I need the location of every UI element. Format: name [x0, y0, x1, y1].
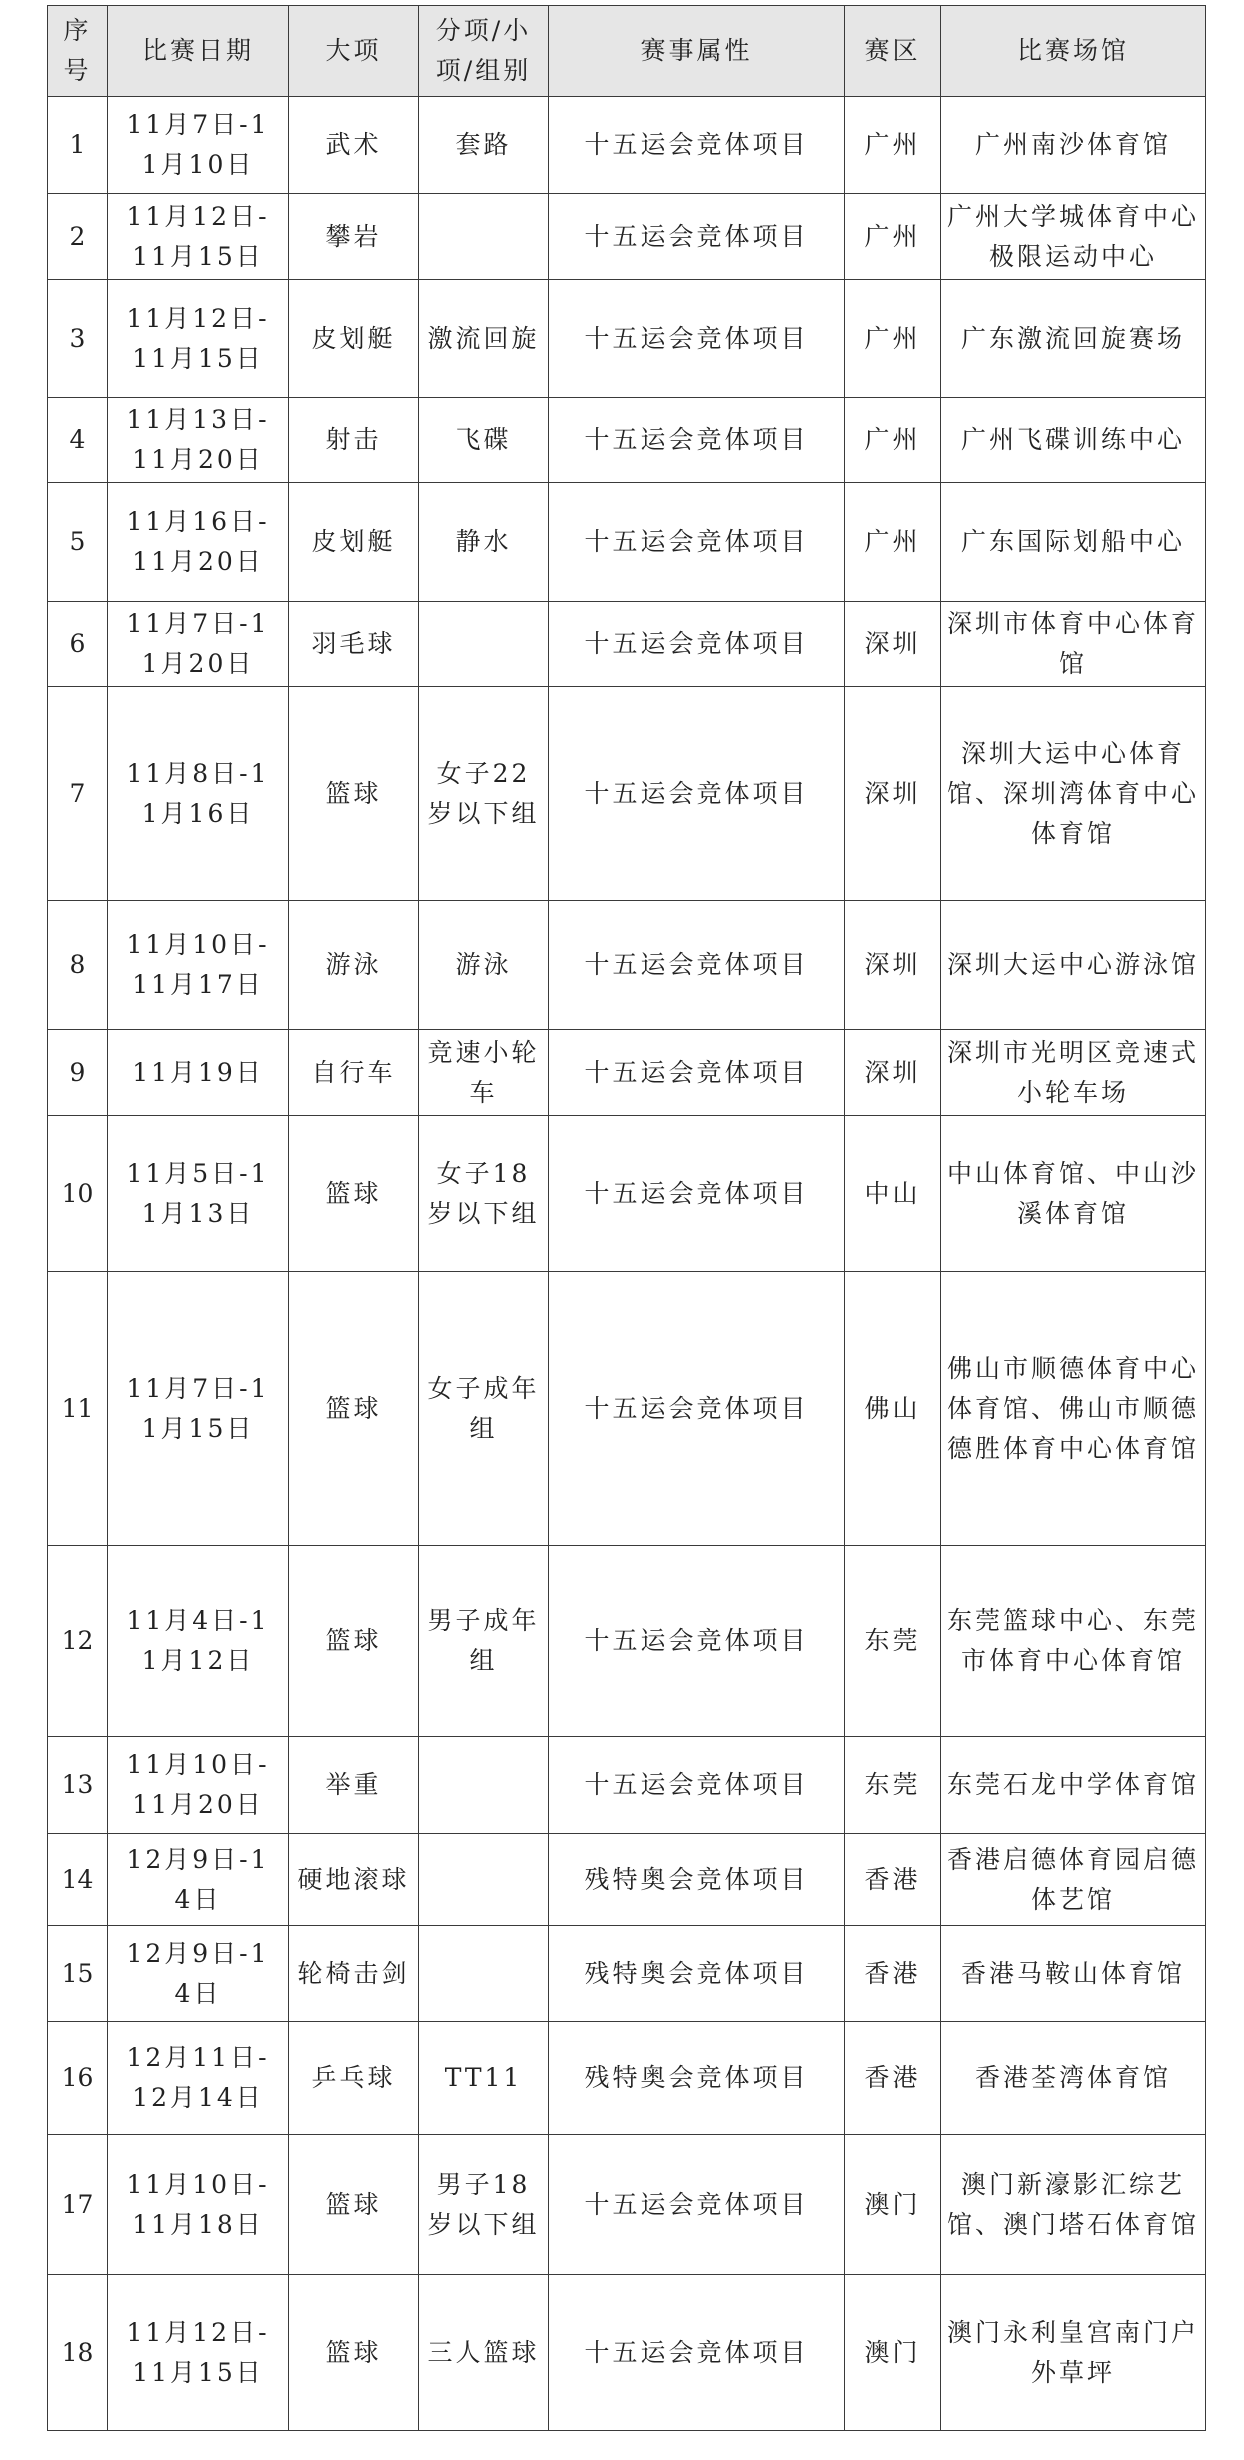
table-row [48, 901, 1206, 1030]
cell-venue: 佛山市顺德体育中心体育馆、佛山市顺德德胜体育中心体育馆 [941, 1272, 1206, 1546]
table-row [48, 398, 1206, 483]
cell-sub: 三人篮球 [419, 2275, 549, 2431]
cell-event: 皮划艇 [289, 483, 419, 602]
cell-venue: 广州飞碟训练中心 [941, 398, 1206, 483]
table-row [48, 687, 1206, 901]
cell-attr: 十五运会竞体项目 [549, 483, 845, 602]
cell-zone: 深圳 [845, 901, 941, 1030]
cell-event: 攀岩 [289, 194, 419, 280]
cell-zone: 澳门 [845, 2275, 941, 2431]
cell-sub: TT11 [419, 2022, 549, 2135]
table-row [48, 1116, 1206, 1272]
cell-sub [419, 1737, 549, 1834]
cell-date: 11月12日-11月15日 [108, 2275, 289, 2431]
cell-zone: 香港 [845, 1834, 941, 1926]
cell-attr: 十五运会竞体项目 [549, 280, 845, 398]
cell-event: 篮球 [289, 1546, 419, 1737]
cell-event: 举重 [289, 1737, 419, 1834]
cell-no: 15 [48, 1926, 108, 2022]
watermark-bar [520, 2432, 720, 2448]
table-row [48, 1546, 1206, 1737]
cell-event: 篮球 [289, 1116, 419, 1272]
cell-date: 11月7日-11月15日 [108, 1272, 289, 1546]
cell-no: 13 [48, 1737, 108, 1834]
cell-attr: 十五运会竞体项目 [549, 194, 845, 280]
cell-attr: 十五运会竞体项目 [549, 1030, 845, 1116]
cell-attr: 十五运会竞体项目 [549, 1546, 845, 1737]
cell-zone: 东莞 [845, 1546, 941, 1737]
cell-sub: 静水 [419, 483, 549, 602]
schedule-table [47, 5, 1206, 2431]
cell-event: 硬地滚球 [289, 1834, 419, 1926]
table-row [48, 2275, 1206, 2431]
cell-no: 16 [48, 2022, 108, 2135]
cell-no: 8 [48, 901, 108, 1030]
cell-venue: 东莞石龙中学体育馆 [941, 1737, 1206, 1834]
table-row [48, 602, 1206, 687]
cell-event: 轮椅击剑 [289, 1926, 419, 2022]
cell-sub: 飞碟 [419, 398, 549, 483]
cell-venue: 广州大学城体育中心极限运动中心 [941, 194, 1206, 280]
cell-date: 11月10日-11月18日 [108, 2135, 289, 2275]
cell-sub [419, 194, 549, 280]
cell-venue: 香港马鞍山体育馆 [941, 1926, 1206, 2022]
cell-venue: 深圳市体育中心体育馆 [941, 602, 1206, 687]
cell-no: 9 [48, 1030, 108, 1116]
cell-no: 1 [48, 97, 108, 194]
table-row [48, 2135, 1206, 2275]
cell-attr: 残特奥会竞体项目 [549, 2022, 845, 2135]
table-body [48, 97, 1206, 2431]
cell-attr: 十五运会竞体项目 [549, 97, 845, 194]
table-row [48, 1926, 1206, 2022]
table-row [48, 2022, 1206, 2135]
table-row [48, 483, 1206, 602]
cell-sub: 竞速小轮车 [419, 1030, 549, 1116]
header-row [48, 6, 1206, 97]
cell-date: 12月9日-14日 [108, 1926, 289, 2022]
cell-venue: 广东激流回旋赛场 [941, 280, 1206, 398]
cell-attr: 十五运会竞体项目 [549, 687, 845, 901]
schedule-sheet [47, 5, 1205, 2431]
cell-event: 皮划艇 [289, 280, 419, 398]
cell-event: 羽毛球 [289, 602, 419, 687]
cell-venue: 香港启德体育园启德体艺馆 [941, 1834, 1206, 1926]
cell-zone: 佛山 [845, 1272, 941, 1546]
header-event: 大项 [289, 6, 419, 97]
cell-venue: 澳门永利皇宫南门户外草坪 [941, 2275, 1206, 2431]
cell-zone: 深圳 [845, 1030, 941, 1116]
cell-date: 11月7日-11月10日 [108, 97, 289, 194]
cell-event: 乒乓球 [289, 2022, 419, 2135]
cell-attr: 十五运会竞体项目 [549, 398, 845, 483]
cell-date: 11月10日-11月17日 [108, 901, 289, 1030]
header-no: 序号 [48, 6, 108, 97]
table-header [48, 6, 1206, 97]
table-row [48, 1737, 1206, 1834]
cell-no: 14 [48, 1834, 108, 1926]
cell-date: 11月12日-11月15日 [108, 280, 289, 398]
cell-no: 11 [48, 1272, 108, 1546]
cell-zone: 广州 [845, 97, 941, 194]
cell-event: 篮球 [289, 687, 419, 901]
cell-venue: 中山体育馆、中山沙溪体育馆 [941, 1116, 1206, 1272]
cell-no: 4 [48, 398, 108, 483]
cell-date: 11月19日 [108, 1030, 289, 1116]
cell-sub: 女子成年组 [419, 1272, 549, 1546]
cell-sub: 男子18岁以下组 [419, 2135, 549, 2275]
cell-sub: 女子18岁以下组 [419, 1116, 549, 1272]
cell-zone: 广州 [845, 194, 941, 280]
cell-event: 武术 [289, 97, 419, 194]
cell-event: 篮球 [289, 2135, 419, 2275]
cell-no: 6 [48, 602, 108, 687]
header-sub: 分项/小项/组别 [419, 6, 549, 97]
cell-no: 10 [48, 1116, 108, 1272]
cell-event: 射击 [289, 398, 419, 483]
cell-venue: 香港荃湾体育馆 [941, 2022, 1206, 2135]
cell-attr: 十五运会竞体项目 [549, 1116, 845, 1272]
cell-date: 12月9日-14日 [108, 1834, 289, 1926]
cell-no: 5 [48, 483, 108, 602]
header-date: 比赛日期 [108, 6, 289, 97]
cell-date: 11月4日-11月12日 [108, 1546, 289, 1737]
cell-sub [419, 602, 549, 687]
cell-venue: 广东国际划船中心 [941, 483, 1206, 602]
cell-attr: 十五运会竞体项目 [549, 901, 845, 1030]
cell-zone: 中山 [845, 1116, 941, 1272]
cell-attr: 十五运会竞体项目 [549, 2275, 845, 2431]
cell-attr: 十五运会竞体项目 [549, 1272, 845, 1546]
cell-no: 17 [48, 2135, 108, 2275]
cell-date: 11月13日-11月20日 [108, 398, 289, 483]
cell-event: 篮球 [289, 2275, 419, 2431]
cell-date: 11月12日-11月15日 [108, 194, 289, 280]
cell-zone: 香港 [845, 2022, 941, 2135]
cell-zone: 东莞 [845, 1737, 941, 1834]
cell-sub: 女子22岁以下组 [419, 687, 549, 901]
table-row [48, 194, 1206, 280]
cell-attr: 残特奥会竞体项目 [549, 1834, 845, 1926]
cell-venue: 深圳大运中心游泳馆 [941, 901, 1206, 1030]
header-venue: 比赛场馆 [941, 6, 1206, 97]
cell-event: 游泳 [289, 901, 419, 1030]
cell-sub [419, 1926, 549, 2022]
cell-attr: 十五运会竞体项目 [549, 602, 845, 687]
cell-no: 18 [48, 2275, 108, 2431]
cell-zone: 广州 [845, 398, 941, 483]
cell-no: 7 [48, 687, 108, 901]
cell-date: 11月5日-11月13日 [108, 1116, 289, 1272]
cell-sub: 游泳 [419, 901, 549, 1030]
cell-date: 11月10日-11月20日 [108, 1737, 289, 1834]
table-row [48, 280, 1206, 398]
cell-sub: 套路 [419, 97, 549, 194]
table-row [48, 97, 1206, 194]
header-attr: 赛事属性 [549, 6, 845, 97]
cell-no: 2 [48, 194, 108, 280]
cell-no: 12 [48, 1546, 108, 1737]
cell-zone: 深圳 [845, 602, 941, 687]
cell-venue: 澳门新濠影汇综艺馆、澳门塔石体育馆 [941, 2135, 1206, 2275]
cell-sub: 男子成年组 [419, 1546, 549, 1737]
table-row [48, 1030, 1206, 1116]
cell-venue: 广州南沙体育馆 [941, 97, 1206, 194]
cell-zone: 广州 [845, 280, 941, 398]
header-zone: 赛区 [845, 6, 941, 97]
cell-date: 11月8日-11月16日 [108, 687, 289, 901]
cell-attr: 残特奥会竞体项目 [549, 1926, 845, 2022]
cell-attr: 十五运会竞体项目 [549, 1737, 845, 1834]
cell-venue: 深圳大运中心体育馆、深圳湾体育中心体育馆 [941, 687, 1206, 901]
cell-date: 11月16日-11月20日 [108, 483, 289, 602]
cell-sub [419, 1834, 549, 1926]
cell-date: 11月7日-11月20日 [108, 602, 289, 687]
table-row [48, 1272, 1206, 1546]
cell-venue: 深圳市光明区竞速式小轮车场 [941, 1030, 1206, 1116]
cell-zone: 香港 [845, 1926, 941, 2022]
table-row [48, 1834, 1206, 1926]
cell-event: 篮球 [289, 1272, 419, 1546]
cell-event: 自行车 [289, 1030, 419, 1116]
cell-venue: 东莞篮球中心、东莞市体育中心体育馆 [941, 1546, 1206, 1737]
cell-no: 3 [48, 280, 108, 398]
cell-date: 12月11日-12月14日 [108, 2022, 289, 2135]
cell-attr: 十五运会竞体项目 [549, 2135, 845, 2275]
cell-sub: 激流回旋 [419, 280, 549, 398]
cell-zone: 深圳 [845, 687, 941, 901]
cell-zone: 澳门 [845, 2135, 941, 2275]
cell-zone: 广州 [845, 483, 941, 602]
